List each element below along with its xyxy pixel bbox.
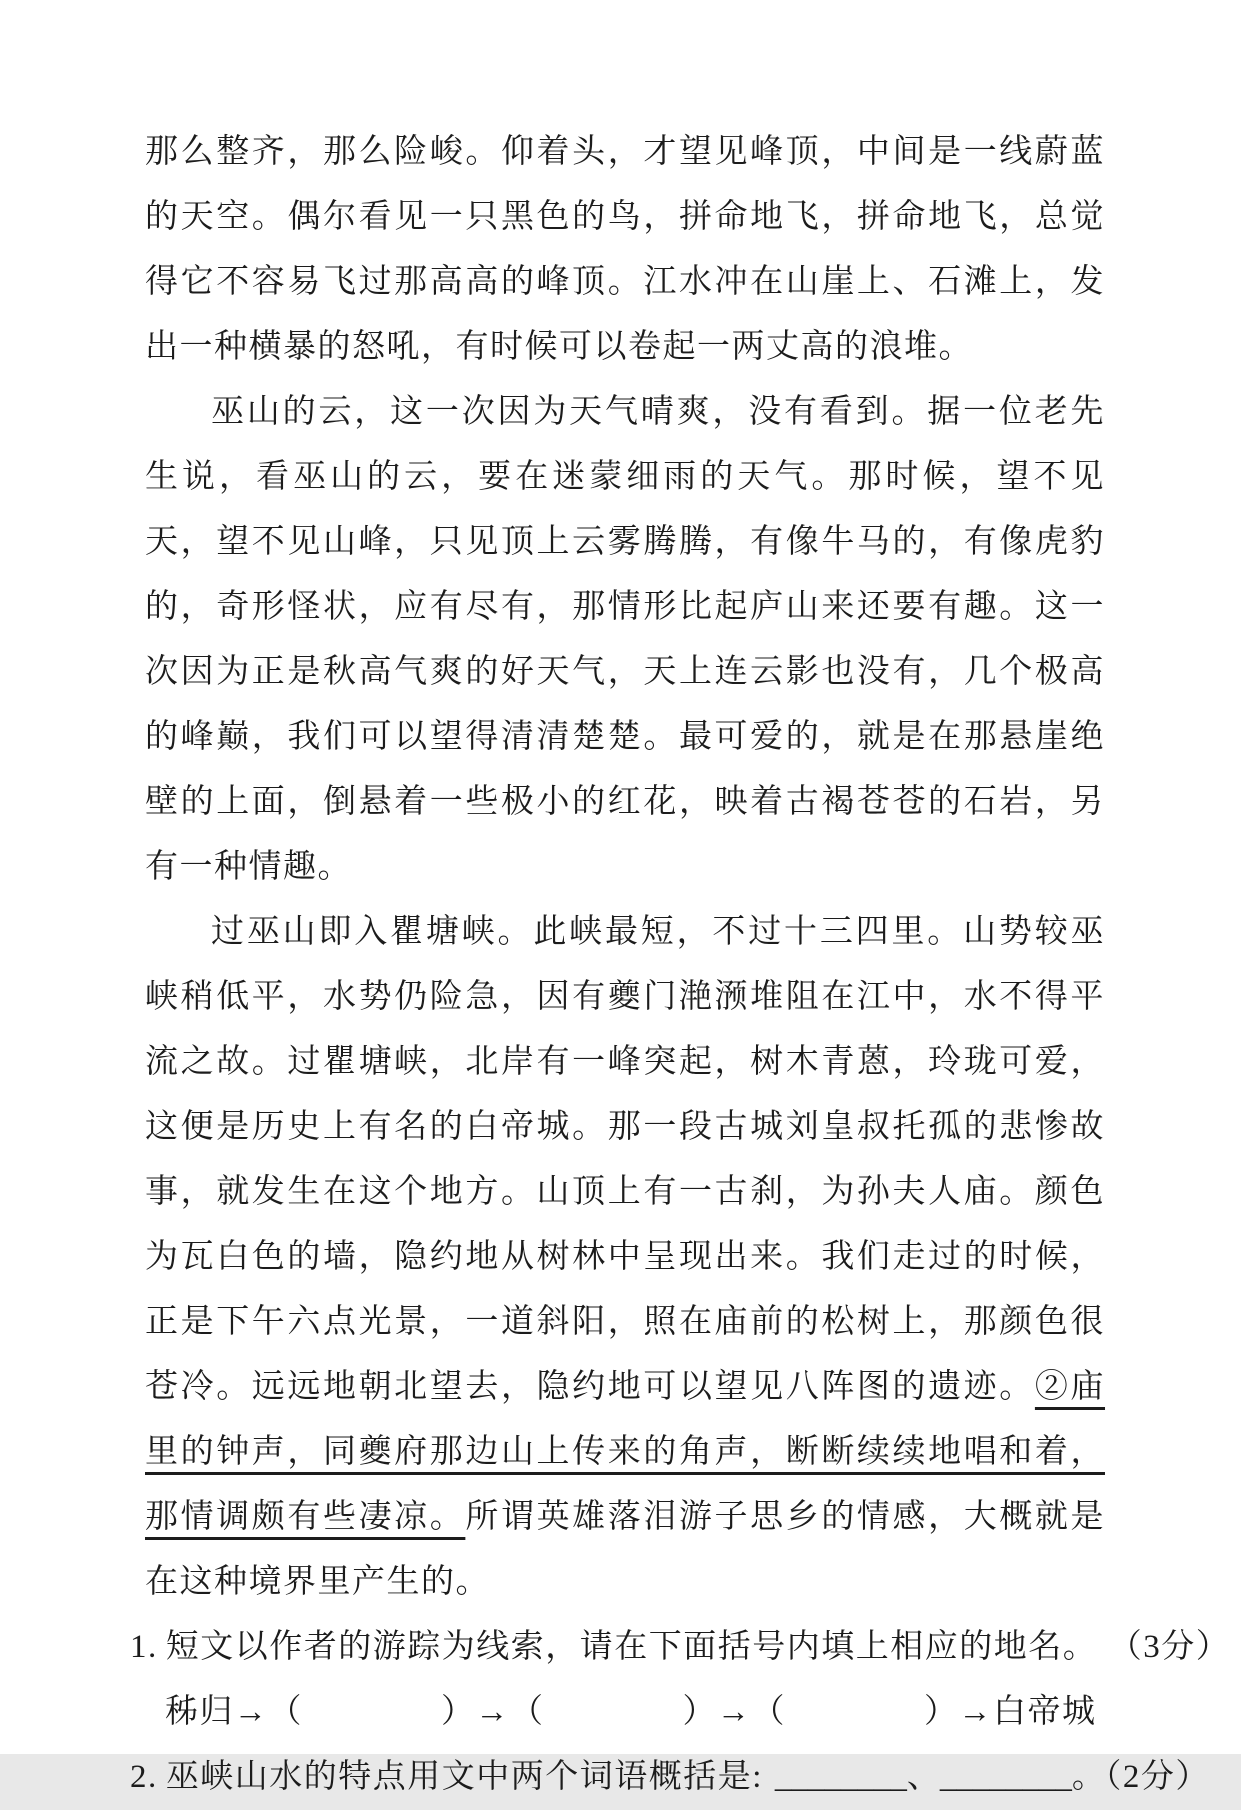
question-1-text: 短文以作者的游踪为线索，请在下面括号内填上相应的地名。: [165, 1629, 1098, 1665]
passage-paragraph-2: 巫山的云，这一次因为天气晴爽，没有看到。据一位老先生说，看巫山的云，要在迷蒙细雨的天气。那时候，望不见天，望不见山峰，只见顶上云雾腾腾，有像牛马的，有像虎豹的，奇形怪状，应有尽有，那情形比起庐山来还要有趣。这一次因为正是秋高气爽的好天气，天上连云影也没有，几个极高的峰巅，我们可以望得清清楚楚。最可爱的，就是在那悬崖绝壁的上面，倒悬着一些极小的红花，映着古褐苍苍的石岩，另有一种情趣。: [145, 394, 1105, 885]
paragraph-3-closing-text: 所谓英雄落泪游子思乡的情感，大概就是在这种境界里产生的。: [145, 1499, 1106, 1600]
question-section: [130, 1615, 1231, 1810]
question-2-blanks: ________、________。: [774, 1759, 1105, 1795]
question-2-number: 2.: [130, 1759, 158, 1795]
question-2: [130, 1745, 1210, 1810]
passage-paragraph-1: 那么整齐，那么险峻。仰着头，才望见峰顶，中间是一线蔚蓝的天空。偶尔看见一只黑色的鸟，拼命地飞，拼命地飞，总觉得它不容易飞过那高高的峰顶。江水冲在山崖上、石滩上，发出一种横暴的怒吼，有时候可以卷起一两丈高的浪堆。: [145, 134, 1105, 365]
question-1: [130, 1615, 1231, 1680]
paragraph-3-text: 过巫山即入瞿塘峡。此峡最短，不过十三四里。山势较巫峡稍低平，水势仍险急，因有夔门滟滪堆阻在江中，水不得平流之故。过瞿塘峡，北岸有一峰突起，树木青蒽，玲珑可爱，这便是历史上有名的白帝城。那一段古城刘皇叔托孤的悲惨故事，就发生在这个地方。山顶上有一古刹，为孙夫人庙。颜色为瓦白色的墙，隐约地从树林中呈现出来。我们走过的时候，正是下午六点光景，一道斜阳，照在庙前的松树上，那颜色很苍冷。远远地朝北望去，隐约地可以望见八阵图的遗迹。: [145, 914, 1105, 1405]
passage-paragraph-3: [145, 900, 1105, 1615]
question-2-text: 巫峡山水的特点用文中两个词语概括是:: [165, 1759, 763, 1795]
question-1-score: （3分）: [1125, 1629, 1231, 1665]
page-content: [130, 120, 1231, 1810]
question-2-score: （2分）: [1104, 1759, 1210, 1795]
question-1-number: 1.: [130, 1629, 158, 1665]
question-1-answer-chain: 秭归→（ ）→（ ）→（ ）→白帝城: [165, 1694, 1097, 1730]
reading-passage: [145, 120, 1105, 1615]
underlined-sentence-2: ②庙里的钟声，同夔府那边山上传来的角声，断断续续地唱和着，那情调颇有些凄凉。: [145, 1369, 1106, 1535]
